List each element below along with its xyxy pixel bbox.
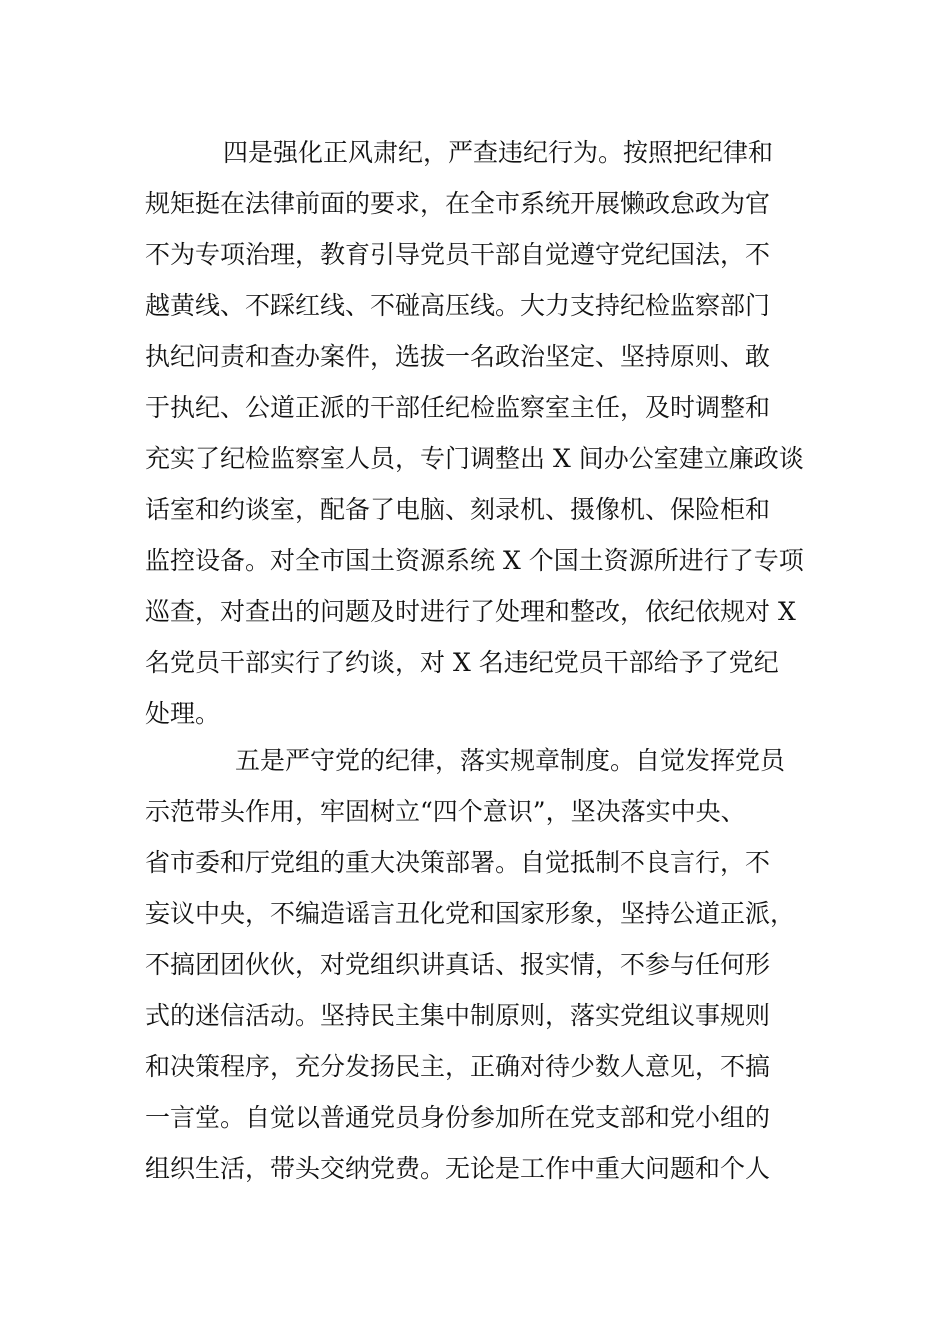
text-line: 于执纪、公道正派的干部任纪检监察室主任，及时调整和 (145, 393, 771, 422)
text-line: 处理。 (145, 699, 221, 728)
text-line: 组织生活，带头交纳党费。无论是工作中重大问题和个人 (145, 1154, 771, 1183)
text-line: 不搞团团伙伙，对党组织讲真话、报实情，不参与任何形 (145, 950, 771, 979)
text-line: 监控设备。对全市国土资源系统 X 个国土资源所进行了专项 (145, 546, 804, 575)
text-line: 式的迷信活动。坚持民主集中制原则，落实党组议事规则 (145, 1001, 771, 1030)
text-line: 规矩挺在法律前面的要求，在全市系统开展懒政怠政为官 (145, 189, 771, 218)
text-line: 巡查，对查出的问题及时进行了处理和整改，依纪依规对 X (145, 597, 796, 626)
text-line: 话室和约谈室，配备了电脑、刻录机、摄像机、保险柜和 (145, 495, 771, 524)
text-line: 省市委和厅党组的重大决策部署。自觉抵制不良言行，不 (145, 848, 771, 877)
text-line: 执纪问责和查办案件，选拔一名政治坚定、坚持原则、敢 (145, 342, 771, 371)
paragraph-discipline-enforcement (145, 127, 815, 739)
text-line: 四是强化正风肃纪，严查违纪行为。按照把纪律和 (223, 138, 774, 167)
text-line: 妄议中央，不编造谣言丑化党和国家形象，坚持公道正派， (145, 899, 796, 928)
text-line: 示范带头作用，牢固树立“四个意识”，坚决落实中央、 (145, 797, 746, 826)
text-line: 五是严守党的纪律，落实规章制度。自觉发挥党员 (235, 746, 786, 775)
text-line: 越黄线、不踩红线、不碰高压线。大力支持纪检监察部门 (145, 291, 771, 320)
text-line: 一言堂。自觉以普通党员身份参加所在党支部和党小组的 (145, 1103, 771, 1132)
text-line: 和决策程序，充分发扬民主，正确对待少数人意见，不搞 (145, 1052, 771, 1081)
paragraph-party-discipline (145, 735, 815, 1194)
text-line: 不为专项治理，教育引导党员干部自觉遵守党纪国法，不 (145, 240, 771, 269)
text-line: 充实了纪检监察室人员，专门调整出 X 间办公室建立廉政谈 (145, 444, 804, 473)
text-line: 名党员干部实行了约谈，对 X 名违纪党员干部给予了党纪 (145, 648, 779, 677)
